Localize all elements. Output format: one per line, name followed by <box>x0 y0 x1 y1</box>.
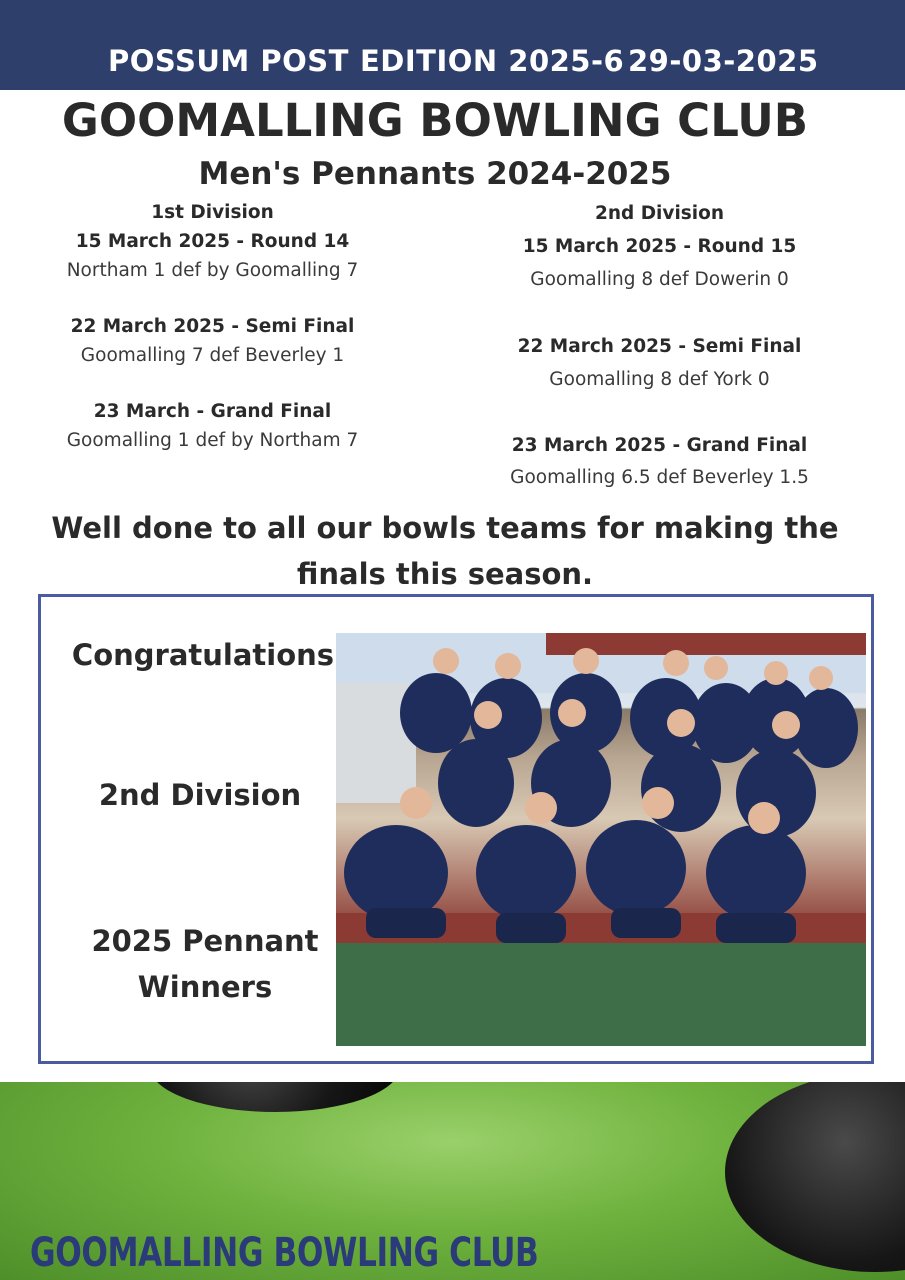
bowling-ball-icon <box>725 1082 905 1272</box>
page-title: GOOMALLING BOWLING CLUB <box>61 94 809 147</box>
division-1-heading: 1st Division <box>151 202 274 223</box>
footer-club-name: GOOMALLING BOWLING CLUB <box>30 1230 539 1276</box>
pennant-winners-label <box>60 918 350 1010</box>
round-heading: 15 March 2025 - Round 15 <box>522 236 797 257</box>
match-result: Goomalling 8 def Dowerin 0 <box>530 269 789 290</box>
division-2-heading: 2nd Division <box>594 203 725 224</box>
page-subtitle: Men's Pennants 2024-2025 <box>198 156 672 192</box>
match-result: Goomalling 1 def by Northam 7 <box>66 430 359 451</box>
message-line: Well done to all our bowls teams for making the <box>51 511 839 545</box>
division-1-results <box>40 0 385 500</box>
footer-banner <box>0 1082 905 1280</box>
round-heading: 22 March 2025 - Semi Final <box>70 316 355 337</box>
division-2-results <box>487 0 832 500</box>
newsletter-name: POSSUM POST <box>108 44 349 78</box>
congrats-line: Congratulations <box>71 638 335 672</box>
team-photo-illustration <box>336 633 866 1046</box>
match-result: Northam 1 def by Goomalling 7 <box>66 260 359 281</box>
round-heading: 15 March 2025 - Round 14 <box>75 231 350 252</box>
winners-line: Winners <box>137 970 273 1004</box>
congratulations-message <box>30 505 860 597</box>
match-result: Goomalling 8 def York 0 <box>549 369 770 390</box>
pennant-line: 2025 Pennant <box>91 924 319 958</box>
edition-date: 29-03-2025 <box>628 44 819 78</box>
match-result: Goomalling 7 def Beverley 1 <box>80 345 345 366</box>
match-result: Goomalling 6.5 def Beverley 1.5 <box>510 467 809 488</box>
round-heading: 23 March 2025 - Grand Final <box>511 435 808 456</box>
round-heading: 23 March - Grand Final <box>93 401 332 422</box>
division-label: 2nd Division <box>98 778 302 812</box>
bowling-ball-icon <box>150 1082 400 1112</box>
team-photo <box>336 633 866 1046</box>
edition-label: EDITION 2025-6 <box>360 44 625 78</box>
round-heading: 22 March 2025 - Semi Final <box>517 336 802 357</box>
message-line: finals this season. <box>296 557 594 591</box>
